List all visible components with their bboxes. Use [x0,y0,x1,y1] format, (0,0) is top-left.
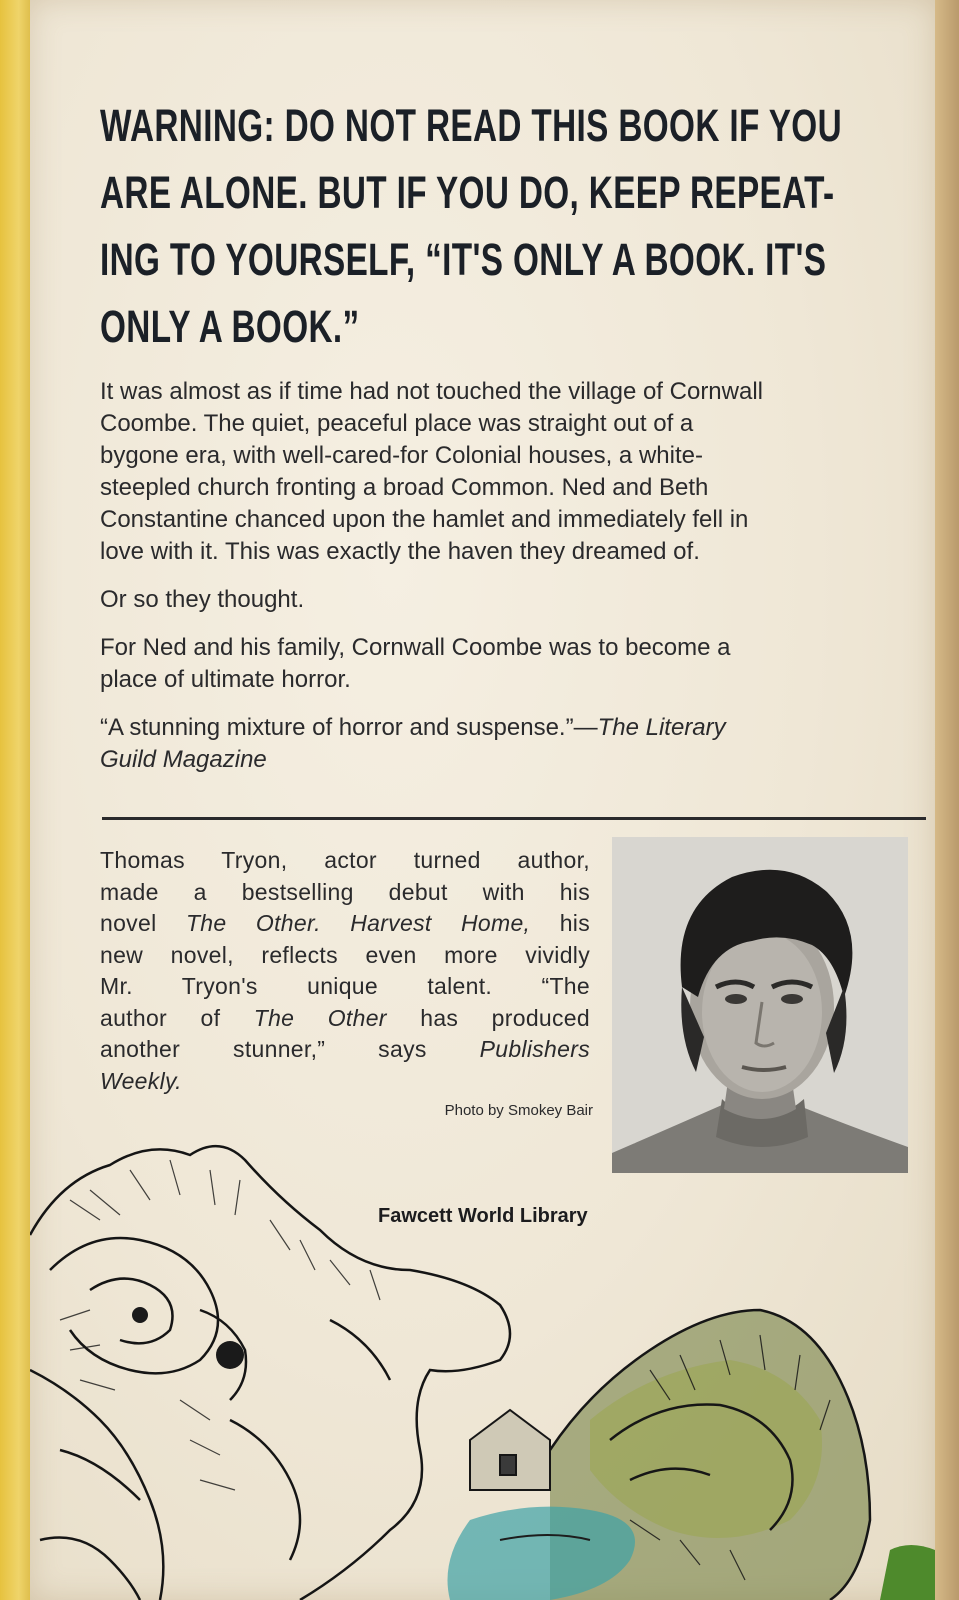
quote-source: The Literary [597,714,726,741]
quote-source: Guild Magazine [100,746,267,773]
blurb-paragraph-3 [100,632,930,696]
book-title: The Other. Harvest Home, [185,910,531,936]
blurb-line: bygone era, with well-cared-for Colonial houses, a white- [100,442,703,469]
blurb-line: place of ultimate horror. [100,666,351,693]
book-page-edge [933,0,959,1600]
blurb-paragraph-2: Or so they thought. [100,586,305,613]
blurb-line: Coombe. The quiet, peaceful place was straight out of a [100,410,694,437]
warning-headline [100,92,935,360]
bio-line: author of The Other has produced [100,1004,590,1031]
warning-line: ARE ALONE. BUT IF YOU DO, KEEP REPEAT- [100,167,835,218]
warning-line: ONLY A BOOK.” [100,301,360,352]
book-title: The Other [253,1004,387,1031]
warning-line: WARNING: DO NOT READ THIS BOOK IF YOU [100,100,842,151]
bio-line: Mr. Tryon's unique talent. “The [100,973,590,999]
bio-line [100,1066,590,1098]
blurb [100,376,930,776]
blurb-line: For Ned and his family, Cornwall Coombe was to become a [100,634,731,661]
blurb-line: steepled church fronting a broad Common. Ned and Beth [100,474,709,501]
bio-line: new novel, reflects even more vividly [100,941,590,968]
blurb-line: Constantine chanced upon the hamlet and immediately fell in [100,506,749,533]
publication-name: Weekly. [100,1067,182,1094]
blurb-line: love with it. This was exactly the haven they dreamed of. [100,538,700,565]
bio-line: made a bestselling debut with his [100,878,590,905]
bio-line: Thomas Tryon, actor turned author, [100,847,590,873]
photo-caption: Photo by Smokey Bair [444,1102,593,1119]
divider-rule [102,817,926,820]
publisher-name: Fawcett World Library [378,1205,588,1227]
book-spine-edge [0,0,34,1600]
author-bio [100,845,590,1097]
review-quote [100,712,930,776]
cover-illustration [30,1120,935,1600]
bio-line: novel The Other. Harvest Home, his [100,910,590,936]
blurb-line: It was almost as if time had not touched the village of Cornwall [100,378,763,405]
back-cover [30,0,935,1600]
publication-name: Publishers [479,1036,590,1062]
blurb-paragraph-1 [100,376,930,568]
bio-line: another stunner,” says Publishers [100,1036,590,1062]
quote-text: “A stunning mixture of horror and suspense.”— [100,714,598,741]
warning-line: ING TO YOURSELF, “IT'S ONLY A BOOK. IT'S [100,234,827,285]
